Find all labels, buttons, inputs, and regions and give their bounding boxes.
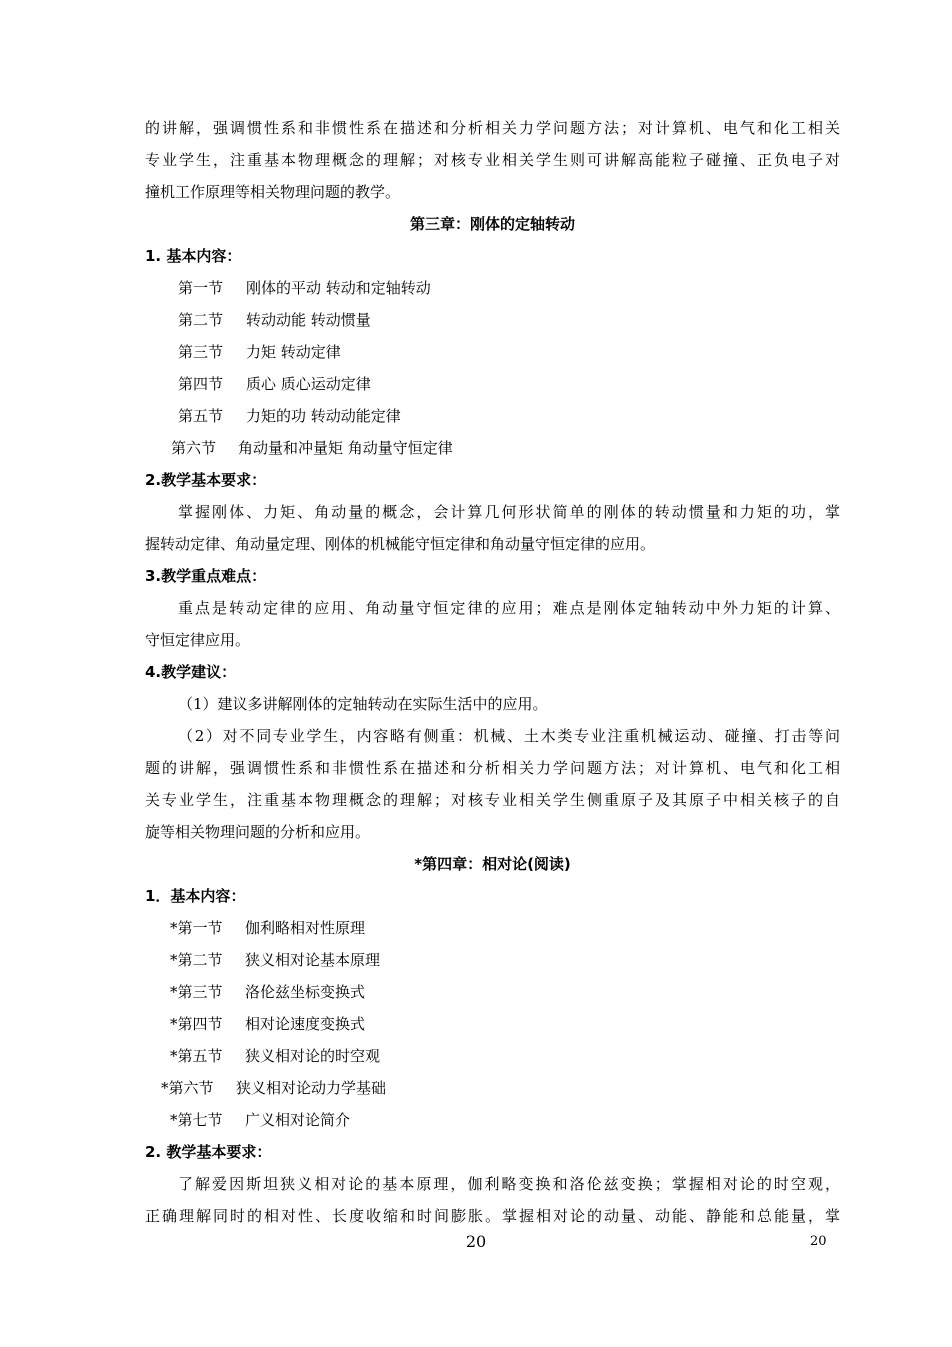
section-number: *第二节 — [170, 951, 223, 969]
document-page — [145, 112, 840, 1232]
section-title: 狭义相对论的时空观 — [245, 1047, 381, 1065]
section-title: 转动动能 转动惯量 — [246, 311, 371, 329]
paragraph-line: 掌握刚体、力矩、角动量的概念，会计算几何形状简单的刚体的转动惯量和力矩的功，掌 — [178, 503, 840, 521]
section-item — [145, 272, 840, 304]
paragraph-line: 关专业学生，注重基本物理概念的理解；对核专业相关学生侧重原子及其原子中相关核子的自 — [145, 791, 840, 809]
section-number: *第四节 — [170, 1015, 223, 1033]
paragraph-line: 题的讲解，强调惯性系和非惯性系在描述和分析相关力学问题方法；对计算机、电气和化工相 — [145, 759, 840, 777]
paragraph-line: 专业学生，注重基本物理概念的理解；对核专业相关学生则可讲解高能粒子碰撞、正负电子对 — [145, 151, 840, 169]
section-number: *第五节 — [170, 1047, 223, 1065]
heading-requirements: 2.教学基本要求： — [145, 471, 267, 489]
section-number: *第一节 — [170, 919, 223, 937]
paragraph-line: （2）对不同专业学生，内容略有侧重：机械、土木类专业注重机械运动、碰撞、打击等问 — [178, 727, 840, 745]
heading-suggestions: 4.教学建议： — [145, 663, 237, 681]
section-title: 角动量和冲量矩 角动量守恒定律 — [238, 439, 453, 457]
paragraph-line: 撞机工作原理等相关物理问题的教学。 — [145, 183, 401, 201]
section-title: 狭义相对论动力学基础 — [236, 1079, 387, 1097]
section-item — [145, 1040, 840, 1072]
section-number: 第六节 — [171, 439, 217, 457]
section-item — [145, 976, 840, 1008]
chapter-4-title: *第四章：相对论(阅读) — [414, 855, 571, 873]
section-item — [145, 1104, 840, 1136]
section-number: *第七节 — [170, 1111, 223, 1129]
section-item — [145, 336, 840, 368]
paragraph-line: 握转动定律、角动量定理、刚体的机械能守恒定律和角动量守恒定律的应用。 — [145, 535, 656, 553]
paragraph-line: 重点是转动定律的应用、角动量守恒定律的应用；难点是刚体定轴转动中外力矩的计算、 — [178, 599, 840, 617]
section-item — [145, 368, 840, 400]
section-item — [145, 400, 840, 432]
paragraph-line: 的讲解，强调惯性系和非惯性系在描述和分析相关力学问题方法；对计算机、电气和化工相关 — [145, 119, 840, 137]
paragraph-line: 了解爱因斯坦狭义相对论的基本原理，伽利略变换和洛伦兹变换；掌握相对论的时空观， — [178, 1175, 840, 1193]
section-title: 力矩 转动定律 — [246, 343, 341, 361]
section-number: *第三节 — [170, 983, 223, 1001]
page-number-right: 20 — [810, 1234, 827, 1249]
section-title: 洛伦兹坐标变换式 — [245, 983, 366, 1001]
page-number: 20 — [465, 1232, 487, 1251]
paragraph-line: 守恒定律应用。 — [145, 631, 251, 649]
section-item — [145, 1072, 840, 1104]
section-item — [145, 912, 840, 944]
heading-requirements: 2. 教学基本要求： — [145, 1143, 272, 1161]
paragraph-line: 旋等相关物理问题的分析和应用。 — [145, 823, 371, 841]
section-title: 质心 质心运动定律 — [246, 375, 371, 393]
section-title: 刚体的平动 转动和定轴转动 — [246, 279, 431, 297]
section-title: 广义相对论简介 — [245, 1111, 351, 1129]
section-title: 力矩的功 转动动能定律 — [246, 407, 401, 425]
paragraph-line: （1）建议多讲解刚体的定轴转动在实际生活中的应用。 — [178, 695, 548, 713]
section-title: 相对论速度变换式 — [245, 1015, 366, 1033]
section-title: 伽利略相对性原理 — [245, 919, 366, 937]
section-item — [145, 304, 840, 336]
section-number: *第六节 — [161, 1079, 214, 1097]
heading-key-points: 3.教学重点难点： — [145, 567, 267, 585]
section-item — [145, 1008, 840, 1040]
section-number: 第一节 — [178, 279, 224, 297]
paragraph-line: 正确理解同时的相对性、长度收缩和时间膨胀。掌握相对论的动量、动能、静能和总能量，掌 — [145, 1207, 840, 1225]
section-number: 第三节 — [178, 343, 224, 361]
chapter-3-title: 第三章：刚体的定轴转动 — [409, 215, 575, 233]
heading-basic-content: 1. 基本内容： — [145, 247, 242, 265]
section-number: 第五节 — [178, 407, 224, 425]
section-title: 狭义相对论基本原理 — [245, 951, 381, 969]
section-number: 第二节 — [178, 311, 224, 329]
section-item — [145, 432, 840, 464]
section-number: 第四节 — [178, 375, 224, 393]
heading-basic-content: 1．基本内容： — [145, 887, 246, 905]
section-item — [145, 944, 840, 976]
